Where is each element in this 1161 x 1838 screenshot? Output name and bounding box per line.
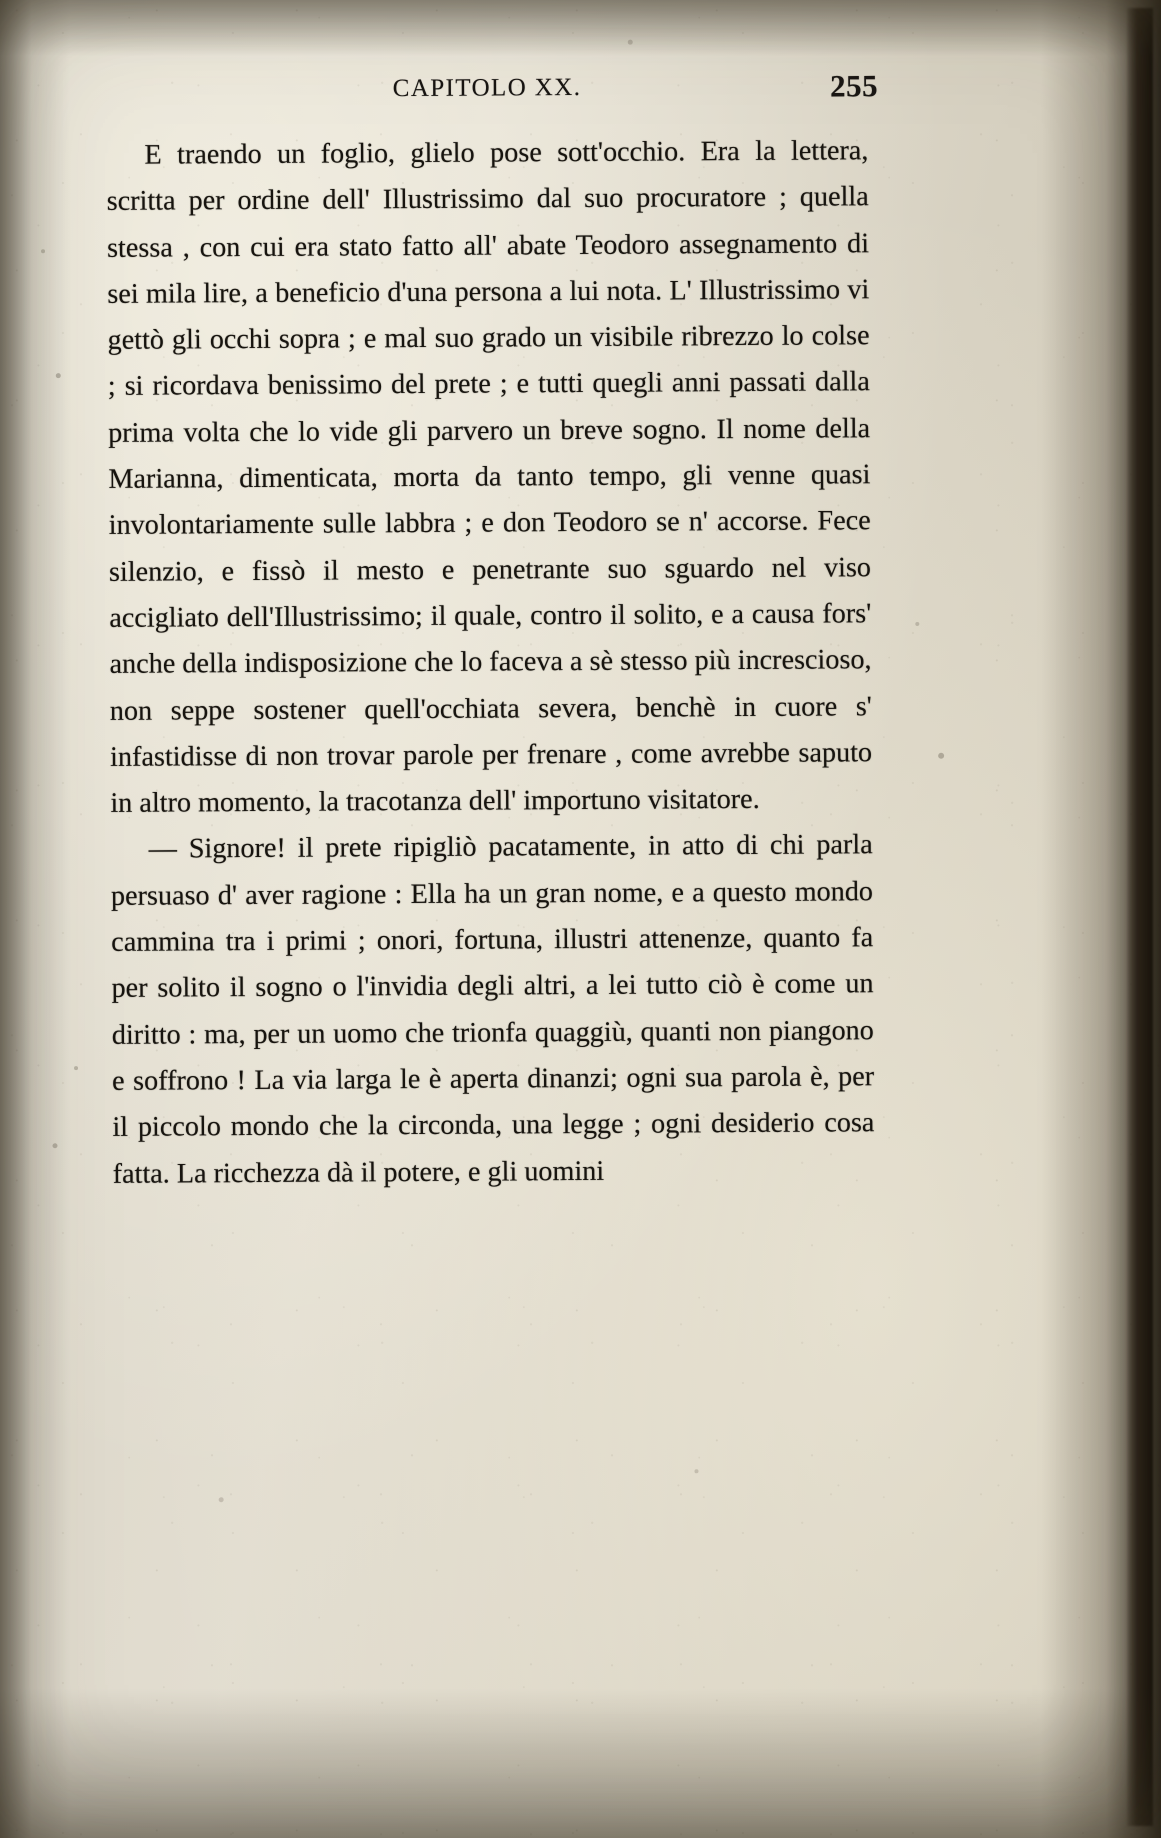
body-text <box>106 128 874 1197</box>
paper-speck <box>56 373 61 378</box>
chapter-title: CAPITOLO XX. <box>392 73 582 103</box>
paper-speck <box>628 40 633 45</box>
paper-speck <box>915 622 919 626</box>
page-number: 255 <box>829 68 879 104</box>
paragraph-2: — Signore! il prete ripigliò pacatamente, in atto di chi parla persuaso d' aver ragione : Ella ha un gran nome, e a questo mondo cammina tra i primi ; onori, fortuna, illustri attenenze, quanto fa per solito il sogno o l'invidia degli altri, a lei tutto ciò è come un diritto : ma, per un uomo che trionfa quaggiù, quanti non piangono e soffrono ! La via larga le è aperta dinanzi; ogni sua parola è, per il piccolo mondo che la circonda, una legge ; ogni desiderio cosa fatta. La ricchezza dà il potere, e gli uomini <box>110 829 875 1190</box>
paragraph-1: E traendo un foglio, glielo pose sott'occhio. Era la lettera, scritta per ordine dell' Illustrissimo dal suo procuratore ; quella stessa , con cui era stato fatto all' abate Teodoro assegnamento di sei mila lire, a beneficio d'una persona a lui nota. L' Illustrissimo vi gettò gli occhi sopra ; e mal suo grado un visibile ribrezzo lo colse ; si ricordava benissimo del prete ; e tutti quegli anni passati dalla prima volta che lo vide gli parvero un breve sogno. Il nome della Marianna, dimenticata, morta da tanto tempo, gli venne quasi involontariamente sulle labbra ; e don Teodoro se n' accorse. Fece silenzio, e fissò il mesto e penetrante suo sguardo nel viso accigliato dell'Illustrissimo; il quale, contro il solito, e a causa fors' anche della indisposizione che lo faceva a sè stesso più increscioso, non seppe sostener quell'occhiata severa, benchè in cuore s' infastidisse di non trovar parole per frenare , come avrebbe saputo in altro momento, la tracotanza dell' importuno visitatore. <box>106 135 873 820</box>
running-head <box>106 68 879 119</box>
paper-speck <box>52 1143 57 1148</box>
paper-speck <box>219 1497 224 1502</box>
paper-speck <box>41 249 45 253</box>
paper-speck <box>694 1469 698 1473</box>
text-block <box>106 68 879 1197</box>
paper-speck <box>74 1066 78 1070</box>
paper-speck <box>938 753 944 759</box>
